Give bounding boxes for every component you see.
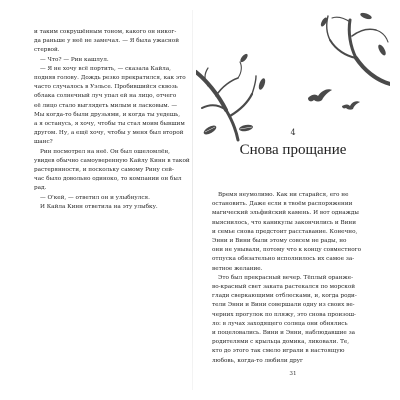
page-number: 31 bbox=[289, 371, 297, 377]
text-line: шанс? bbox=[34, 139, 53, 146]
right-page-text bbox=[212, 191, 374, 366]
text-line: отпуска обязательно исполнилось их самое за- bbox=[212, 256, 355, 263]
text-line: Рин посмотрел на неё. Он был ошеломлён, bbox=[40, 148, 170, 155]
book-gutter bbox=[192, 10, 193, 390]
text-line: черних прогулок по пляжу, это снова произош- bbox=[212, 311, 356, 318]
text-line: — Я не хочу всё портить, — сказала Кайла, bbox=[40, 65, 171, 72]
text-line: стервой. bbox=[34, 47, 60, 54]
text-line: Это был прекрасный вечер. Тёплый оранже- bbox=[218, 274, 353, 281]
text-line: и поцеловались. Вини и Энни, наблюдавшие за bbox=[212, 330, 356, 337]
text-line: рад. bbox=[34, 185, 47, 192]
text-line: и таким сокрушённым тоном, какого он никог- bbox=[34, 29, 177, 35]
text-line: увидев обычно самоуверенную Кайлу Кинн в такой bbox=[34, 157, 190, 164]
text-line: И Кайла Кинн ответила на эту улыбку. bbox=[40, 203, 158, 210]
left-page-text bbox=[34, 28, 190, 212]
text-line: Время неумолимо. Как ни старайся, его не bbox=[218, 192, 349, 198]
left-page bbox=[10, 10, 188, 390]
text-line: магический эльфийский камень. И вот однажды bbox=[212, 210, 359, 217]
text-line: час было довольно одиноко, то компании он был bbox=[34, 176, 182, 183]
text-line: Мы когда-то были друзьями, и когда ты уедешь, bbox=[34, 111, 181, 118]
chapter-number: 4 bbox=[290, 128, 296, 137]
chapter-title: Снова прощание bbox=[239, 142, 347, 158]
text-line: родителями с крыльца домика, ликовали. Те, bbox=[212, 339, 350, 346]
text-line: её лицо стало выглядеть милым и ласковым. — bbox=[34, 102, 178, 109]
text-line: облака солнечный луч упал ей на лицо, отчего bbox=[34, 93, 177, 100]
text-line: они не унывали, потому что к концу совместного bbox=[212, 247, 362, 254]
text-line: — О'кей, — ответил он и улыбнулся. bbox=[40, 194, 150, 201]
text-line: ло: в лучах заходящего солнца они обнялись bbox=[212, 320, 348, 327]
text-line: подняв голову. Дождь резко прекратился, как это bbox=[34, 75, 186, 82]
text-line: — Что? — Рин кашлул. bbox=[40, 56, 109, 63]
text-line: тели Энни и Вини совершали одну из своих ве- bbox=[212, 302, 355, 309]
text-line: и семье снова предстоит расставание. Конечно, bbox=[212, 228, 358, 235]
text-line: ветное желание. bbox=[212, 265, 263, 272]
text-line: кто до этого так смело играли в настоящую bbox=[212, 348, 345, 355]
right-page bbox=[196, 10, 390, 390]
text-line: глади сверкающими отблесками, и, когда роди- bbox=[212, 293, 357, 300]
text-line: растерянности, и поскольку самому Рину сей- bbox=[34, 167, 174, 174]
text-line: остановить. Даже если в твоём распоряжении bbox=[212, 201, 353, 208]
text-line: часто случалось в Уэльсе. Пробившийся сквозь bbox=[34, 84, 178, 91]
text-line: любовь, когда-то любили друг bbox=[212, 357, 303, 364]
text-line: а я останусь, я хочу, чтобы ты стал моим бывшим bbox=[34, 121, 185, 128]
text-line: другом. Ну, а ещё хочу, чтобы у меня был второй bbox=[34, 130, 184, 137]
text-line: да раньше у неё не замечал. — Я была ужасной bbox=[34, 38, 180, 45]
text-line: Энни и Вини были этому совсем не рады, но bbox=[212, 238, 347, 245]
text-line: выяснилось, что каникулы закончились и Вини bbox=[212, 219, 356, 226]
text-line: во-красный свет заката растекался по морской bbox=[212, 284, 356, 291]
